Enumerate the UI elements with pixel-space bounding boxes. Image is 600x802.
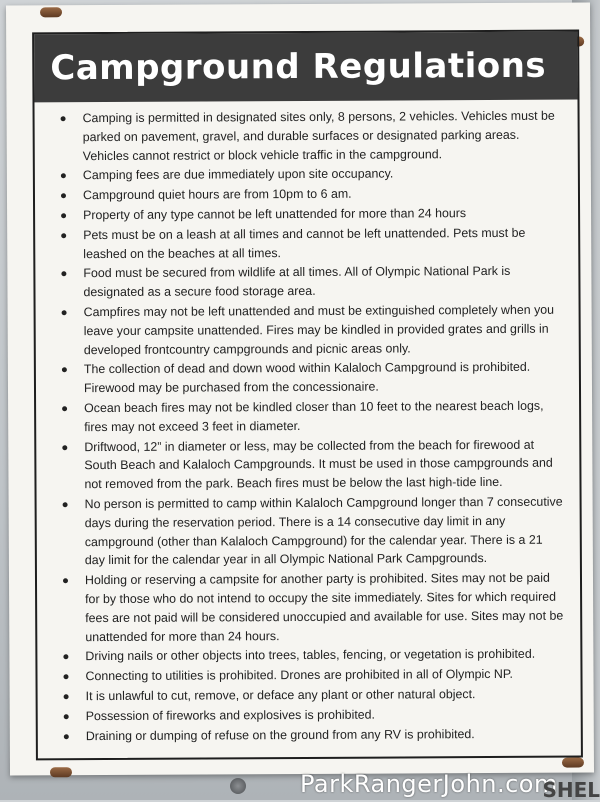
rule-text: Camping fees are due immediately upon site occupancy. [82,166,394,183]
rule-text: Ocean beach fires may not be kindled closer than 10 feet to the nearest beach logs, fires may not exceed 3 feet in diameter. [84,398,544,434]
rule-text: Pets must be on a leash at all times and cannot be left unattended. Pets must be leashed on the beaches at all times. [83,225,526,261]
bullet-icon [61,174,66,179]
rule-item [83,184,564,205]
sign-fragment: SHEL [542,778,600,802]
rule-text: No person is permitted to camp within Kalaloch Campground longer than 7 consecutive days during the reservation period. There is a 14 consecutive day limit in any campground (other than Kalaloch Campground) for the calendar year. There is a 21 day limit for the calendar year in all Olympic National Park Campgrounds. [84,494,563,568]
bullet-icon [64,714,69,719]
rule-text: Driving nails or other objects into trees, tables, fencing, or vegetation is prohibited. [85,647,536,664]
poster-title: Campground Regulations [50,45,547,89]
bullet-icon [62,445,67,450]
poster-frame [32,30,583,761]
bullet-icon [63,502,68,507]
rust-bolt [40,7,62,17]
rule-item [84,397,565,437]
bullet-icon [63,674,68,679]
rule-text: Draining or dumping of refuse on the ground from any RV is prohibited. [85,726,475,743]
bullet-icon [61,213,66,218]
screw-icon [230,778,246,794]
rule-item [85,569,566,647]
poster-header [34,32,577,103]
bullet-icon [61,193,66,198]
rule-item [85,665,566,686]
bullet-icon [61,116,66,121]
bullet-icon [62,368,67,373]
bullet-icon [63,655,68,660]
rule-text: Camping is permitted in designated sites only, 8 persons, 2 vehicles. Vehicles must be parked on pavement, gravel, and durable surfaces or designated parking areas. Vehicles cannot restrict or block vehicle traffic in the campground. [82,108,555,163]
rule-text: Campground quiet hours are from 10pm to 6 am. [82,186,352,203]
bullet-icon [62,310,67,315]
bullet-icon [64,734,69,739]
rule-item [83,262,564,302]
rule-text: Possession of fireworks and explosives is prohibited. [85,707,376,723]
bullet-icon [61,272,66,277]
rule-item [84,435,565,494]
rule-item [83,223,564,263]
rust-bolt [50,767,72,777]
rule-item [85,645,566,666]
rule-text: Property of any type cannot be left unattended for more than 24 hours [83,206,467,223]
rules-list [35,107,581,747]
rule-text: The collection of dead and down wood within Kalaloch Campground is prohibited. Firewood may be purchased from the concessionaire. [83,360,531,396]
bullet-icon [62,406,67,411]
rule-item [84,301,565,360]
rule-item [86,685,567,706]
rule-text: Driftwood, 12” in diameter or less, may be collected from the beach for firewood at South Beach and Kalaloch Campgrounds. It must be used in those campgrounds and not removed from the park. Beach fires must be below the last high-tide line. [84,437,553,492]
rule-text: It is unlawful to cut, remove, or deface any plant or other natural object. [85,686,476,704]
rule-item [83,204,564,225]
rule-text: Food must be secured from wildlife at all times. All of Olympic National Park is designated as a secure food storage area. [83,264,511,300]
bullet-icon [63,578,68,583]
rule-item [83,164,564,185]
regulations-poster [6,2,594,775]
rule-item [86,704,567,725]
rule-item [86,724,567,745]
rule-text: Holding or reserving a campsite for another party is prohibited. Sites may not be paid for by those who do not intend to occupy the site immediately. Sites for which required fees are not paid will be considered unoccupied and available for use. Sites may not be unattended for more than 24 hours. [84,570,564,644]
rust-bolt [562,758,584,768]
rule-item [83,107,564,166]
rule-item [84,358,565,398]
rule-text: Campfires may not be left unattended and must be extinguished completely when you leave your campsite unattended. Fires may be kindled in provided grates and grills in developed frontcountry campgrounds and picnic areas only. [83,302,555,357]
rule-item [85,493,566,571]
watermark: ParkRangerJohn.com [300,770,558,798]
bullet-icon [64,694,69,699]
bullet-icon [61,233,66,238]
rule-text: Connecting to utilities is prohibited. Drones are prohibited in all of Olympic NP. [85,666,514,684]
